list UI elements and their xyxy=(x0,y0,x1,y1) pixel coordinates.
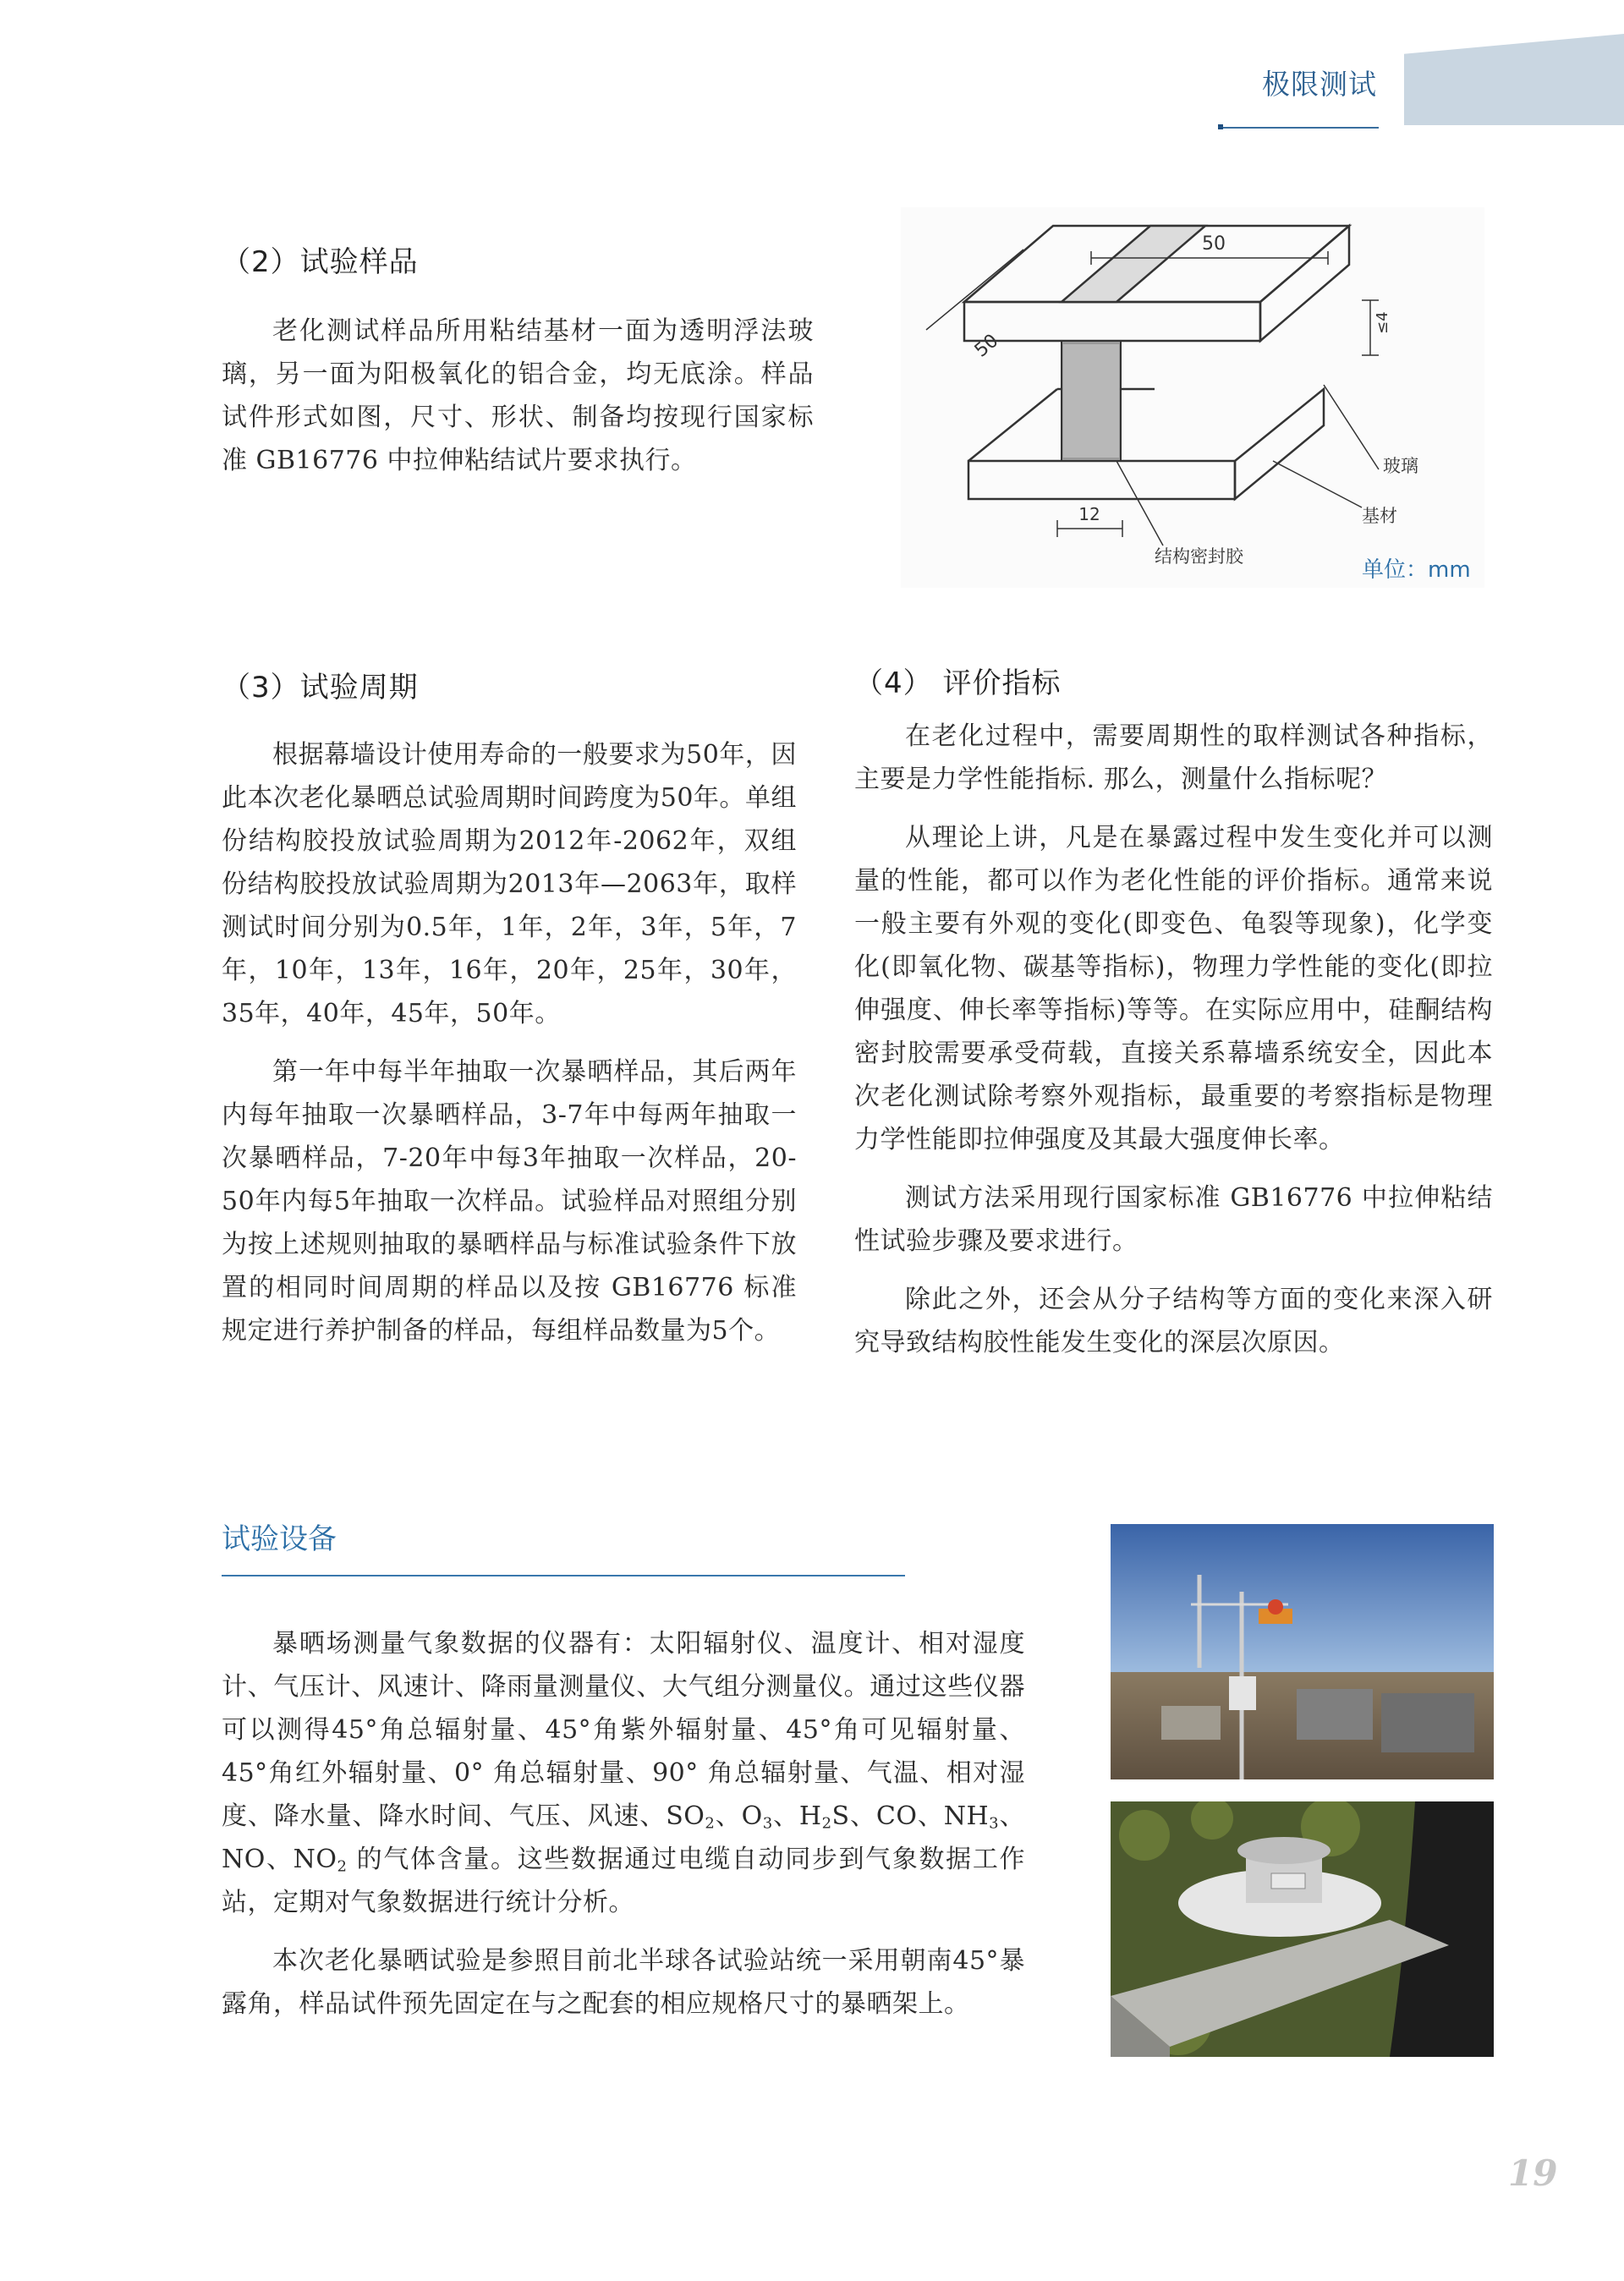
equipment-text xyxy=(222,1622,1025,2041)
header-underline xyxy=(1218,127,1379,129)
sample-heading: （2）试验样品 xyxy=(222,245,419,279)
dim-bottom-label: 12 xyxy=(1078,504,1100,524)
evaluation-paragraph-3: 测试方法采用现行国家标准 GB16776 中拉伸粘结性试验步骤及要求进行。 xyxy=(854,1183,1493,1256)
radiometer-photo xyxy=(1111,1801,1494,2057)
evaluation-paragraph-1: 在老化过程中，需要周期性的取样测试各种指标，主要是力学性能指标. 那么，测量什么指标呢？ xyxy=(854,721,1493,794)
radiometer-photo-svg xyxy=(1111,1801,1494,2057)
sample-text xyxy=(222,310,814,497)
sealant-label: 结构密封胶 xyxy=(1155,546,1243,567)
period-heading: （3）试验周期 xyxy=(222,671,419,705)
weather-station-photo-svg xyxy=(1111,1524,1494,1779)
equipment-paragraph-1: 暴晒场测量气象数据的仪器有：太阳辐射仪、温度计、相对湿度计、气压计、风速计、降雨量测量仪、大气组分测量仪。通过这些仪器可以测得45°角总辐射量、45°角紫外辐射量、45°角可见辐射量、45°角红外辐射量、0° 角总辐射量、90° 角总辐射量、气温、相对湿度、降水量、降水时间、气压、风速、$SO_2$、$O_3$、$H_2S$、CO、$NH_3$、NO、$NO_2$ 的气体含量。这些数据通过电缆自动同步到气象数据工作站，定期对气象数据进行统计分析。 xyxy=(222,1629,1025,1917)
period-paragraph-2: 第一年中每半年抽取一次暴晒样品，其后两年内每年抽取一次暴晒样品，3-7年中每两年抽取一次暴晒样品，7-20年中每3年抽取一次样品，20-50年内每5年抽取一次样品。试验样品对照组分别为按上述规则抽取的暴晒样品与标准试验条件下放置的相同时间周期的样品以及按 GB16776 标准规定进行养护制备的样品，每组样品数量为5个。 xyxy=(222,1057,797,1346)
evaluation-paragraph-2: 从理论上讲，凡是在暴露过程中发生变化并可以测量的性能，都可以作为老化性能的评价指标。通常来说一般主要有外观的变化(即变色、龟裂等现象)，化学变化(即氧化物、碳基等指标)，物理力学性能的变化(即拉伸强度、伸长率等指标)等等。在实际应用中，硅酮结构密封胶需要承受荷载，直接关系幕墙系统安全，因此本次老化测试除考察外观指标，最重要的考察指标是物理力学性能即拉伸强度及其最大强度伸长率。 xyxy=(854,823,1493,1154)
equipment-title: 试验设备 xyxy=(222,1522,337,1556)
page-number: 19 xyxy=(1508,2152,1558,2194)
evaluation-paragraph-4: 除此之外，还会从分子结构等方面的变化来深入研究导致结构胶性能发生变化的深层次原因。 xyxy=(854,1285,1493,1357)
dim-thickness-label: ≤4 xyxy=(1374,311,1391,334)
period-text xyxy=(222,733,797,1368)
glass-label: 玻璃 xyxy=(1383,456,1418,476)
substrate-label: 基材 xyxy=(1362,506,1397,526)
dim-left-label: 50 xyxy=(970,330,1003,362)
specimen-diagram xyxy=(901,207,1484,588)
equipment-title-rule xyxy=(222,1575,905,1576)
header-decoration xyxy=(1404,34,1624,125)
weather-station-photo xyxy=(1111,1524,1494,1779)
header-dot xyxy=(1218,124,1223,129)
equipment-paragraph-2: 本次老化暴晒试验是参照目前北半球各试验站统一采用朝南45°暴露角，样品试件预先固定在与之配套的相应规格尺寸的暴晒架上。 xyxy=(222,1946,1025,2019)
evaluation-heading: （4） 评价指标 xyxy=(854,666,1062,700)
sample-paragraph: 老化测试样品所用粘结基材一面为透明浮法玻璃，另一面为阳极氧化的铝合金，均无底涂。样品试件形式如图，尺寸、形状、制备均按现行国家标准 GB16776 中拉伸粘结试片要求执行。 xyxy=(222,316,814,475)
dim-top-label: 50 xyxy=(1202,233,1226,255)
unit-label: 单位：mm xyxy=(1362,557,1471,583)
section-header-title: 极限测试 xyxy=(1262,68,1377,101)
period-paragraph-1: 根据幕墙设计使用寿命的一般要求为50年，因此本次老化暴晒总试验周期时间跨度为50年。单组份结构胶投放试验周期为2012年-2062年，双组份结构胶投放试验周期为2013年—2063年，取样测试时间分别为0.5年，1年，2年，3年，5年，7年，10年，13年，16年，20年，25年，30年，35年，40年，45年，50年。 xyxy=(222,740,797,1028)
evaluation-text xyxy=(854,715,1493,1379)
specimen-diagram-svg xyxy=(901,207,1484,588)
